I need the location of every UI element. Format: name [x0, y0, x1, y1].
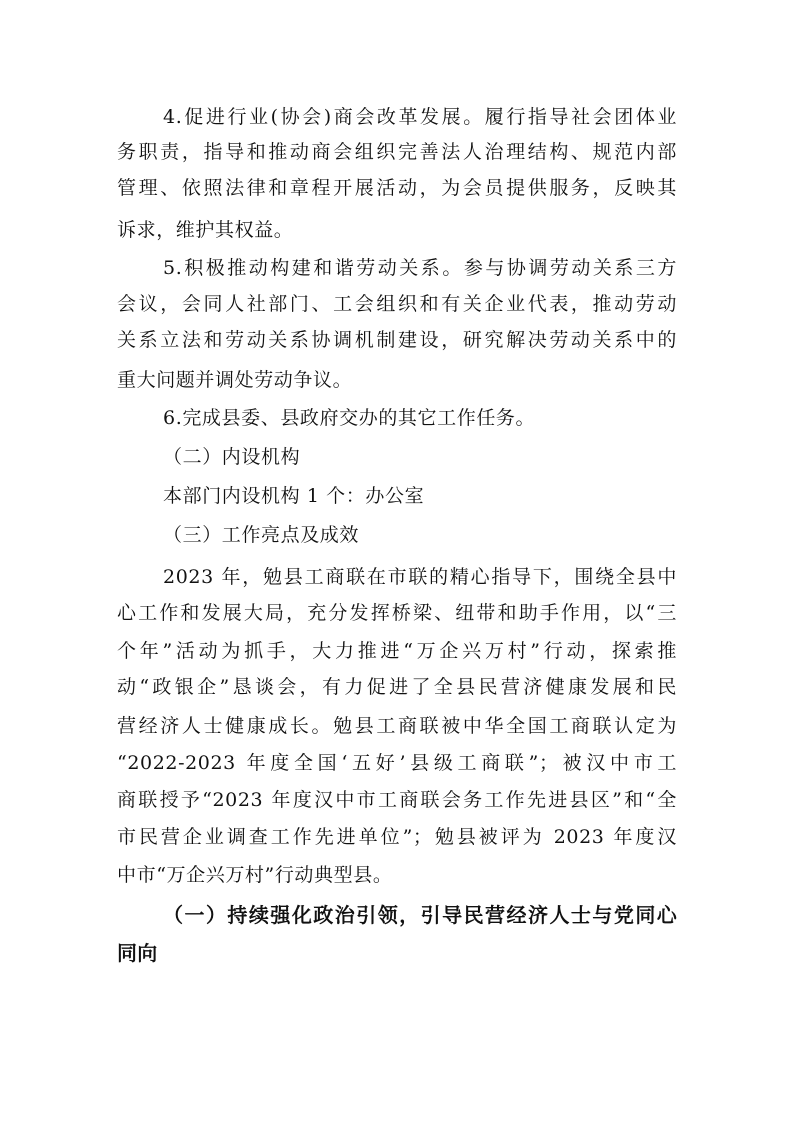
paragraph-4-line-4: 诉求，维护其权益。 — [117, 219, 294, 241]
highlights-line-7: 商联授予“2023 年度汉中市工商联会务工作先进县区”和“全 — [117, 789, 677, 811]
highlights-line-9: 中市“万企兴万村”行动典型县。 — [117, 864, 393, 886]
section-heading-internal-organs: （二）内设机构 — [163, 446, 301, 468]
highlights-line-2: 心工作和发展大局，充分发挥桥梁、纽带和助手作用，以“三 — [117, 602, 677, 624]
paragraph-4-line-1: 4.促进行业(协会)商会改革发展。履行指导社会团体业 — [163, 106, 677, 128]
highlights-line-8: 市民营企业调查工作先进单位”；勉县被评为 2023 年度汉 — [117, 826, 677, 848]
highlights-line-6: “2022-2023 年度全国‘五好’县级工商联”；被汉中市工 — [117, 752, 677, 774]
paragraph-6: 6.完成县委、县政府交办的其它工作任务。 — [163, 407, 536, 429]
paragraph-5-line-4: 重大问题并调处劳动争议。 — [117, 369, 353, 391]
highlights-line-1: 2023 年，勉县工商联在市联的精心指导下，围绕全县中 — [163, 566, 677, 588]
section-heading-highlights: （三）工作亮点及成效 — [163, 524, 360, 546]
highlights-line-5: 营经济人士健康成长。勉县工商联被中华全国工商联认定为 — [117, 715, 677, 737]
highlights-line-4: 动“政银企”恳谈会，有力促进了全县民营济健康发展和民 — [117, 676, 677, 698]
paragraph-4-line-3: 管理、依照法律和章程开展活动，为会员提供服务，反映其 — [117, 177, 677, 199]
highlights-line-3: 个年”活动为抓手，大力推进“万企兴万村”行动，探索推 — [117, 640, 677, 662]
subsection-heading-line-2: 同向 — [117, 941, 158, 965]
internal-organs-text: 本部门内设机构 1 个：办公室 — [163, 485, 425, 507]
paragraph-5-line-2: 会议，会同人社部门、工会组织和有关企业代表，推动劳动 — [117, 293, 677, 315]
paragraph-5-line-1: 5.积极推动构建和谐劳动关系。参与协调劳动关系三方 — [163, 257, 677, 279]
paragraph-4-line-2: 务职责，指导和推动商会组织完善法人治理结构、规范内部 — [117, 141, 677, 163]
paragraph-5-line-3: 关系立法和劳动关系协调机制建设，研究解决劳动关系中的 — [117, 329, 677, 351]
subsection-heading-line-1: （一）持续强化政治引领，引导民营经济人士与党同心 — [163, 903, 677, 927]
